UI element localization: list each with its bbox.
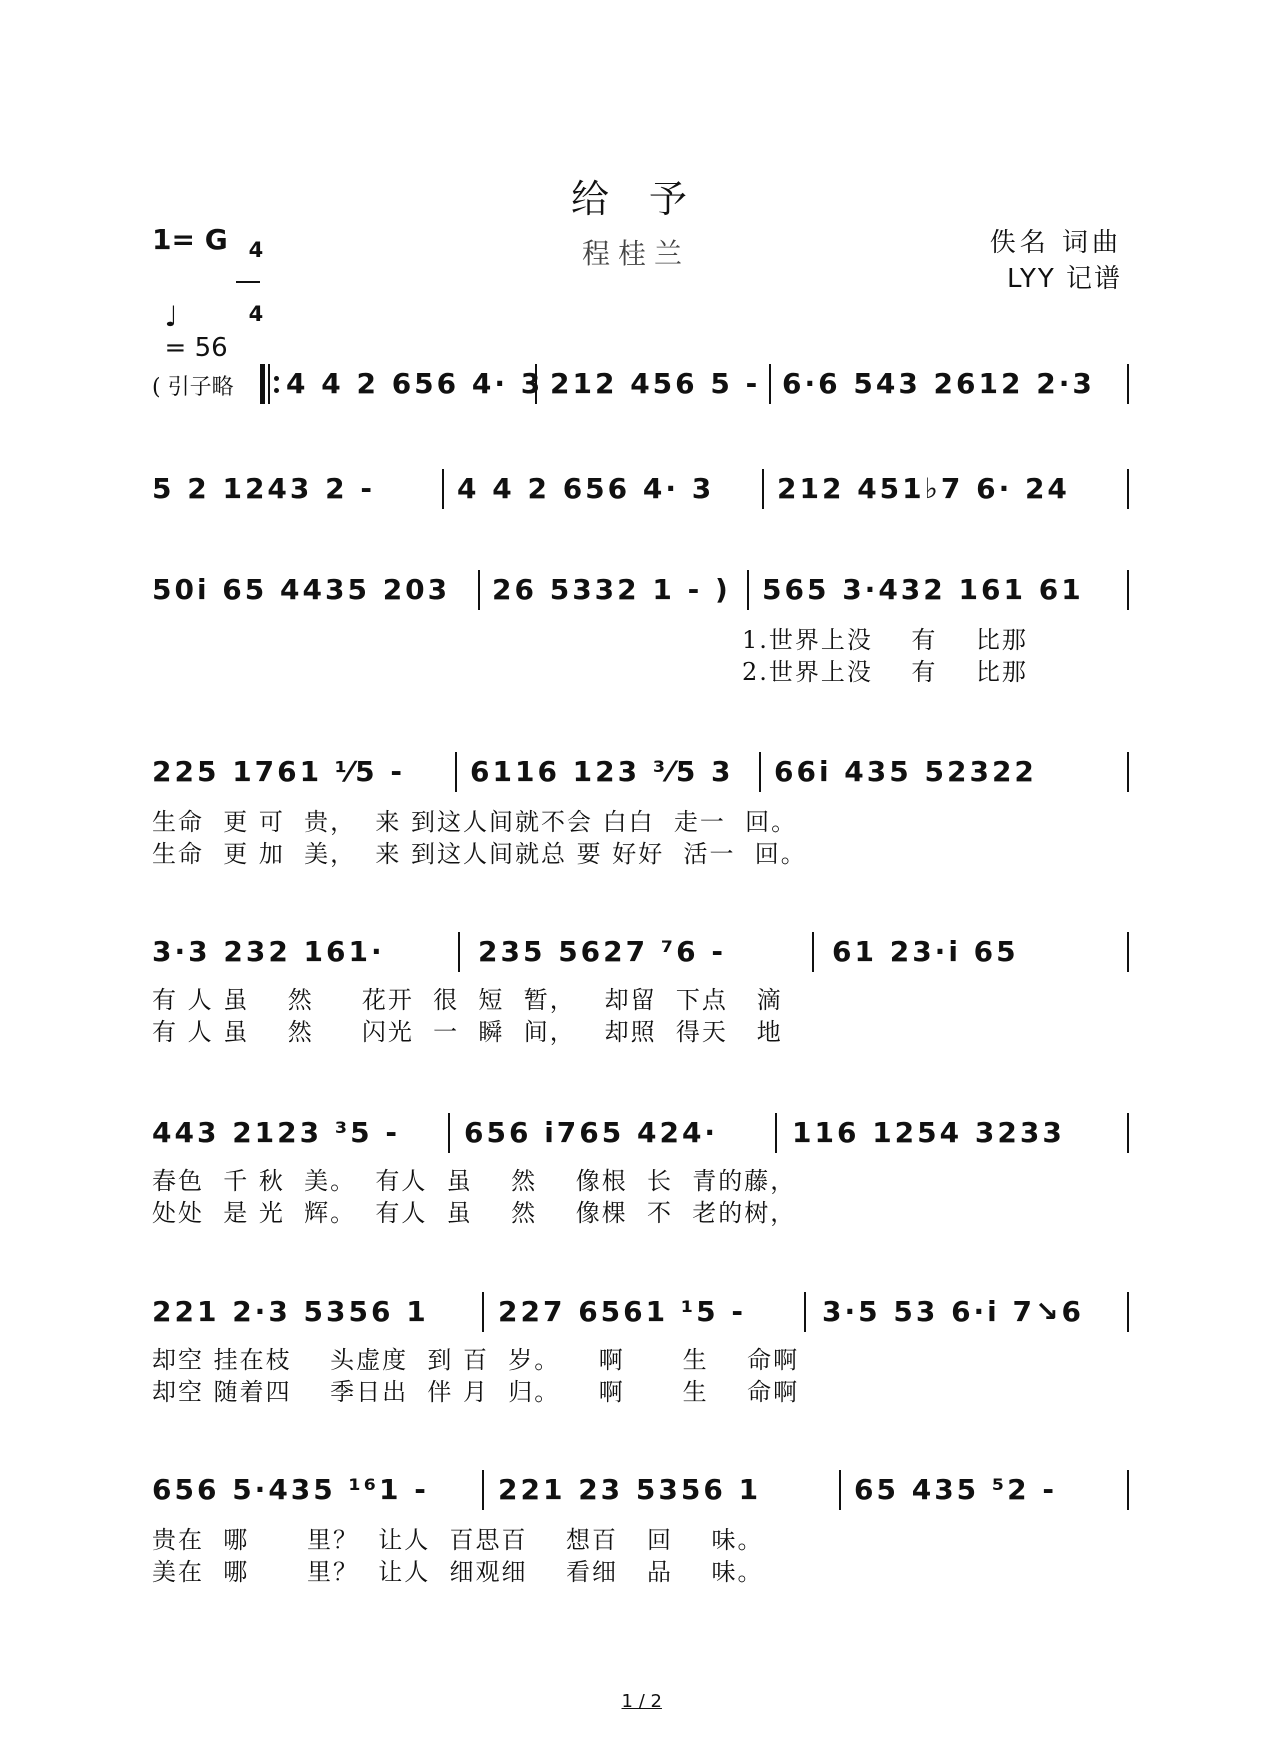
barline [448,1113,450,1153]
measure: 6116 123 ³⁄5 3 [470,755,734,788]
barline [1127,932,1129,972]
barline [804,1292,806,1332]
score-row-8 [152,1466,1130,1586]
measure: 3·5 53 6·i 7↘6 [822,1295,1084,1328]
measure: 221 23 5356 1 [498,1473,762,1506]
barline [1127,570,1129,610]
barline [747,570,749,610]
score-row-2 [152,465,1130,513]
measure: 212 451♭7 6· 24 [777,472,1070,505]
barline [1127,469,1129,509]
barline [535,364,537,404]
measure: 26 5332 1 - ) [492,573,731,606]
score-row-3 [152,566,1130,686]
page-number [0,1670,1272,1712]
transcriber-credit: LYY 记谱 [1006,264,1122,294]
measure: 235 5627 ⁷6 - [478,935,726,968]
barline [1127,1292,1129,1332]
barline [812,932,814,972]
barline [482,1470,484,1510]
barline [775,1113,777,1153]
lyric-verse-2: 却空 随着四 季日出 伴 月 归。 啊 生 命啊 [152,1378,800,1406]
barline [442,469,444,509]
quarter-note-icon: ♩ [164,300,178,333]
key-signature: 1= G [152,223,228,256]
lyric-verse-1: 有 人 虽 然 花开 很 短 暂， 却留 下点 滴 [152,986,783,1014]
measure: 116 1254 3233 [792,1116,1065,1149]
measure: 212 456 5 - [550,367,761,400]
barline [769,364,771,404]
measure: 50i 65 4435 203 [152,573,451,606]
measure: 66i 435 52322 [774,755,1037,788]
time-signature [234,220,262,324]
score-row-6 [152,1109,1130,1227]
measure: 61 23·i 65 [832,935,1019,968]
lyric-verse-1: 1.世界上没 有 比那 [742,626,1028,654]
measure: 565 3·432 161 61 [762,573,1084,606]
measure: 656 5·435 ¹⁶1 - [152,1473,429,1506]
measure: 4 4 2 656 4· 3 [286,367,544,400]
measure: 5 2 1243 2 - [152,472,375,505]
score-row-1 [152,360,1130,408]
barline [1127,752,1129,792]
measure: 3·3 232 161· [152,935,385,968]
time-denominator: 4 [248,302,264,326]
composer-credit: 佚名 词曲 [989,228,1122,258]
measure: 227 6561 ¹5 - [498,1295,746,1328]
lyric-verse-1: 春色 千 秋 美。 有人 虽 然 像根 长 青的藤， [152,1167,797,1195]
measure: 221 2·3 5356 1 [152,1295,429,1328]
lyric-verse-2: 生命 更 加 美， 来 到这人间就总 要 好好 活一 回。 [152,840,807,868]
barline [762,469,764,509]
barline [759,752,761,792]
singer-name: 程桂兰 [581,237,690,270]
tempo-marking [148,270,228,363]
lyric-verse-2: 2.世界上没 有 比那 [742,658,1028,686]
barline [458,932,460,972]
barline [482,1292,484,1332]
lyric-verse-1: 贵在 哪 里？ 让人 百思百 想百 回 味。 [152,1526,764,1554]
lyric-verse-2: 有 人 虽 然 闪光 一 瞬 间， 却照 得天 地 [152,1018,783,1046]
song-title: 给 予 [570,177,702,221]
page-number-text: 1 / 2 [621,1691,662,1712]
measure: 656 i765 424· [464,1116,719,1149]
lyric-verse-1: 生命 更 可 贵， 来 到这人间就不会 白白 走一 回。 [152,808,798,836]
barline [1127,364,1129,404]
lyric-verse-2: 处处 是 光 辉。 有人 虽 然 像棵 不 老的树， [152,1199,797,1227]
measure: 4 4 2 656 4· 3 [457,472,715,505]
score-row-7 [152,1288,1130,1406]
tempo-value: = 56 [164,333,228,363]
lyric-verse-2: 美在 哪 里？ 让人 细观细 看细 品 味。 [152,1558,764,1586]
barline [1127,1470,1129,1510]
barline [455,752,457,792]
intro-label: ( 引子略 [152,375,234,400]
measure: 6·6 543 2612 2·3 [782,367,1095,400]
barline [478,570,480,610]
time-numerator: 4 [248,238,264,262]
measure: 443 2123 ³5 - [152,1116,400,1149]
score-row-4 [152,748,1130,868]
lyric-verse-1: 却空 挂在枝 头虚度 到 百 岁。 啊 生 命啊 [152,1346,800,1374]
barline [839,1470,841,1510]
measure: 65 435 ⁵2 - [854,1473,1058,1506]
measure: 225 1761 ⅟5 - [152,755,405,788]
score-row-5 [152,928,1130,1046]
barline [1127,1113,1129,1153]
